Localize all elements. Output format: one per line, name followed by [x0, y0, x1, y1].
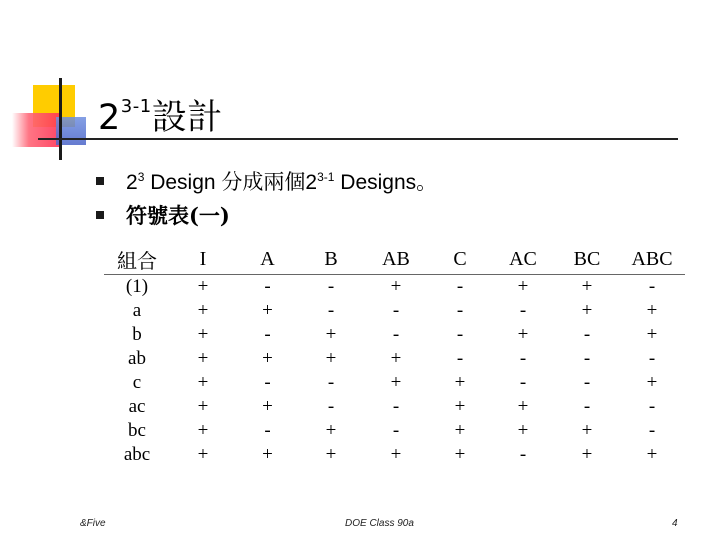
sign-cell: +	[581, 276, 593, 297]
sign-cell: -	[456, 300, 464, 321]
combination-cell: a	[132, 300, 142, 321]
sign-cell: -	[264, 372, 271, 393]
sign-cell: +	[197, 324, 209, 345]
sign-cell: -	[392, 396, 400, 417]
sign-cell: +	[390, 444, 402, 465]
column-header: A	[260, 247, 275, 270]
combination-cell: (1)	[125, 276, 149, 297]
column-header: ABC	[631, 247, 673, 270]
sign-cell: -	[519, 348, 527, 369]
combination-cell: ac	[128, 396, 146, 417]
sign-cell: +	[262, 300, 273, 321]
sign-cell: -	[519, 444, 527, 465]
slide-title: 2$^{3-1}$設計	[98, 96, 223, 138]
sign-cell: -	[519, 372, 527, 393]
sign-cell: -	[327, 300, 335, 321]
sign-cell: -	[583, 372, 591, 393]
sign-cell: +	[197, 420, 209, 441]
sign-cell: +	[262, 396, 273, 417]
sign-cell: +	[390, 276, 402, 297]
sign-cell: -	[392, 300, 400, 321]
page-number: 4	[672, 518, 678, 529]
table-row	[104, 371, 685, 395]
sign-cell: +	[390, 372, 402, 393]
sign-cell: -	[583, 396, 591, 417]
column-header: I	[199, 247, 207, 270]
column-header: C	[453, 247, 467, 270]
sign-cell: -	[648, 420, 656, 441]
bullet-list	[96, 164, 437, 232]
footer-course: DOE Class 90a	[345, 518, 414, 529]
sign-cell: +	[197, 348, 209, 369]
sign-cell: +	[581, 444, 593, 465]
sign-cell: +	[646, 372, 658, 393]
bullet-item	[96, 164, 437, 198]
sign-cell: +	[197, 396, 209, 417]
sign-cell: +	[262, 348, 273, 369]
sign-cell: +	[197, 300, 209, 321]
sign-cell: -	[327, 396, 335, 417]
sign-cell: -	[519, 300, 527, 321]
sign-cell: +	[581, 420, 593, 441]
sign-cell: +	[517, 276, 529, 297]
sign-cell: -	[456, 348, 464, 369]
sign-cell: -	[264, 276, 271, 297]
sign-cell: +	[454, 396, 466, 417]
sign-cell: +	[646, 324, 658, 345]
column-header: B	[324, 247, 338, 270]
bullet-text: $2^3$ Design 分成兩個2$^{3-1}$ Designs。	[126, 170, 438, 194]
sign-cell: -	[648, 396, 656, 417]
table-row	[104, 419, 685, 443]
table-row	[104, 323, 685, 347]
column-header: AB	[382, 247, 410, 270]
sign-cell: +	[517, 420, 529, 441]
sign-cell: -	[392, 420, 400, 441]
sign-cell: +	[325, 420, 337, 441]
table-row	[104, 443, 685, 467]
sign-cell: -	[583, 324, 591, 345]
sign-cell: +	[517, 324, 529, 345]
bullet-item	[96, 198, 437, 232]
bullet-square-icon	[96, 177, 104, 185]
combination-cell: ab	[128, 348, 146, 369]
sign-cell: +	[517, 396, 529, 417]
sign-cell: -	[456, 324, 464, 345]
combination-cell: c	[132, 372, 142, 393]
sign-cell: -	[264, 420, 271, 441]
sign-cell: +	[197, 444, 209, 465]
bullet-square-icon	[96, 211, 104, 219]
table-row	[104, 347, 685, 371]
sign-cell: +	[390, 348, 402, 369]
sign-cell: +	[454, 420, 466, 441]
column-header: BC	[573, 247, 601, 270]
sign-cell: +	[262, 444, 273, 465]
sign-table	[104, 244, 685, 467]
decor-red-square	[12, 113, 60, 147]
table-row	[104, 299, 685, 323]
column-header: 組合	[117, 248, 157, 273]
table-row	[104, 275, 685, 300]
combination-cell: abc	[123, 444, 151, 465]
sign-cell: +	[325, 324, 337, 345]
decor-vertical-line	[59, 78, 62, 160]
sign-cell: -	[264, 324, 271, 345]
sign-cell: +	[454, 372, 466, 393]
sign-cell: +	[325, 348, 337, 369]
combination-cell: b	[132, 324, 142, 345]
table-row	[104, 395, 685, 419]
sign-cell: -	[327, 372, 335, 393]
sign-cell: -	[583, 348, 591, 369]
sign-cell: +	[581, 300, 593, 321]
table-header-row	[104, 244, 685, 275]
combination-cell: bc	[128, 420, 146, 441]
column-header: AC	[509, 247, 537, 270]
bullet-text: 符號表(一)	[126, 203, 230, 228]
sign-cell: +	[454, 444, 466, 465]
sign-cell: +	[197, 372, 209, 393]
sign-cell: -	[392, 324, 400, 345]
sign-cell: -	[648, 348, 656, 369]
sign-cell: -	[456, 276, 464, 297]
sign-cell: +	[197, 276, 209, 297]
sign-cell: +	[646, 300, 658, 321]
sign-cell: +	[646, 444, 658, 465]
footer-author: &Five	[80, 518, 106, 529]
sign-cell: +	[325, 444, 337, 465]
sign-cell: -	[327, 276, 335, 297]
sign-cell: -	[648, 276, 656, 297]
